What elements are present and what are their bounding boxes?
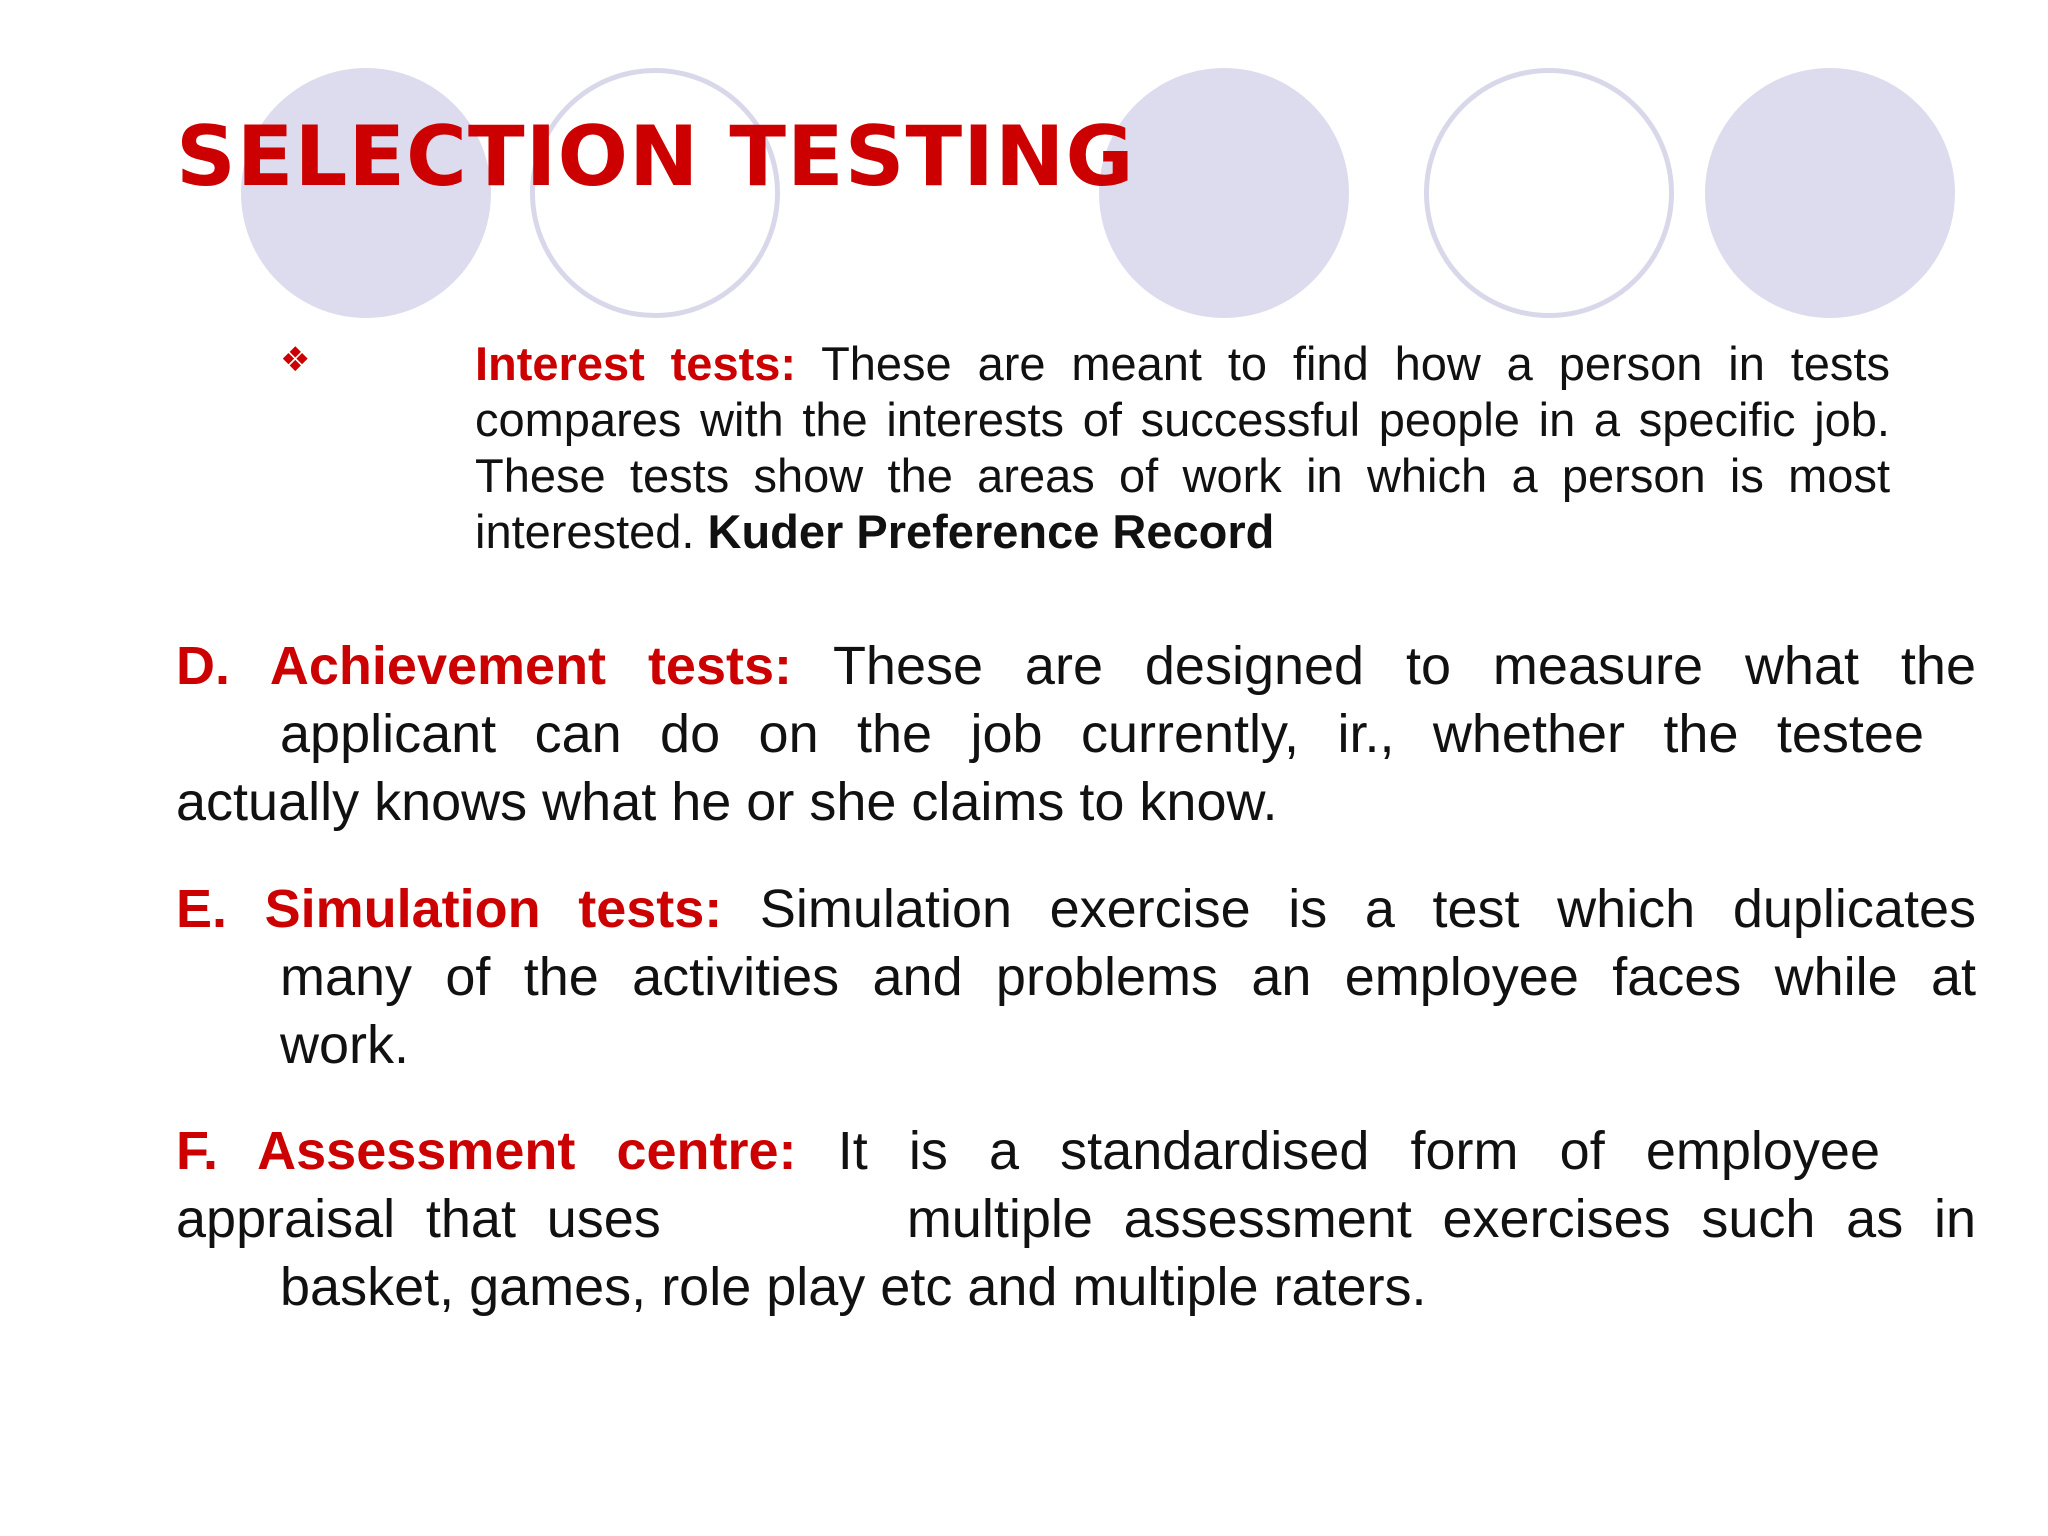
item-line bbox=[176, 632, 1976, 700]
decorative-circle-3 bbox=[1099, 68, 1349, 318]
interest-tests-example: Kuder Preference Record bbox=[707, 505, 1275, 558]
item-text: many of the activities and problems an employee faces while at bbox=[280, 947, 1976, 1007]
page-title: SELECTION TESTING bbox=[176, 108, 1135, 205]
interest-tests-text: These are meant to find how a person in tests compares with the interests of successful people in a specific job. These tests show the areas of work in which a person is most interested. bbox=[475, 337, 1890, 558]
item-text: It is a standardised form of employee bbox=[837, 1121, 1880, 1181]
interest-tests-paragraph bbox=[280, 336, 1890, 560]
decorative-circle-4 bbox=[1424, 68, 1674, 318]
item-text: These are designed to measure what the bbox=[832, 636, 1976, 696]
interest-tests-label: Interest tests: bbox=[475, 337, 797, 390]
achievement-tests-item bbox=[176, 632, 1976, 836]
item-text: appraisal that uses multiple assessment exercises such as in bbox=[176, 1189, 1976, 1249]
decorative-circle-5 bbox=[1705, 68, 1955, 318]
item-line bbox=[176, 875, 1976, 943]
interest-tests-bullet bbox=[280, 336, 1890, 560]
simulation-tests-item bbox=[176, 875, 1976, 1079]
item-line bbox=[176, 700, 1924, 768]
item-line: work. bbox=[280, 1015, 410, 1075]
simulation-tests-label: E. Simulation tests: bbox=[176, 879, 723, 939]
item-line bbox=[176, 943, 1976, 1011]
item-text: Simulation exercise is a test which duplicates bbox=[759, 879, 1976, 939]
item-line: basket, games, role play etc and multiple raters. bbox=[280, 1257, 1427, 1317]
assessment-centre-label: F. Assessment centre: bbox=[176, 1121, 797, 1181]
achievement-tests-label: D. Achievement tests: bbox=[176, 636, 792, 696]
item-line bbox=[176, 1185, 1976, 1253]
item-line: actually knows what he or she claims to know. bbox=[176, 772, 1278, 832]
item-line bbox=[176, 1117, 1880, 1185]
assessment-centre-item bbox=[176, 1117, 1976, 1321]
diamond-bullet-icon: ❖ bbox=[280, 340, 311, 380]
item-text: applicant can do on the job currently, ir., whether the testee bbox=[280, 704, 1924, 764]
